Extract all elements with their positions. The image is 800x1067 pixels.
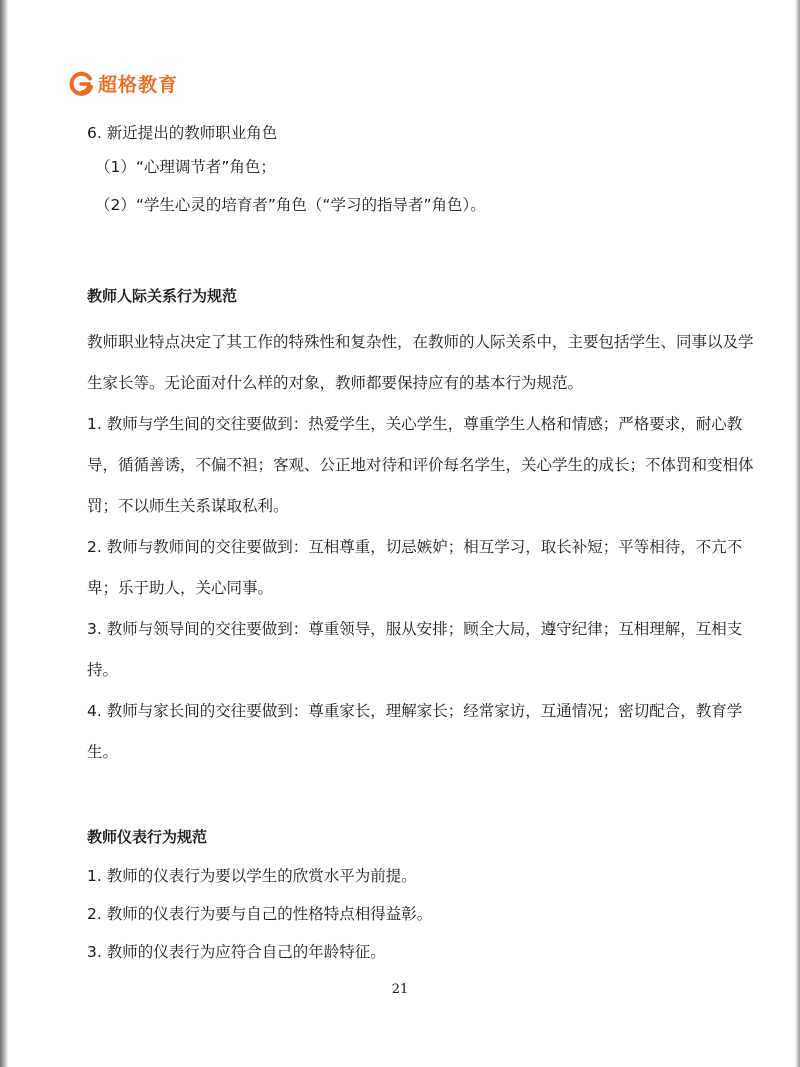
appearance-item: 3. 教师的仪表行为应符合自己的年龄特征。 [87,943,386,961]
paragraph-item: 3. 教师与领导间的交往要做到：尊重领导，服从安排；顾全大局，遵守纪律；互相理解，互相支持。 [87,620,743,679]
brand-logo [68,70,178,97]
paragraph-item: 1. 教师与学生间的交往要做到：热爱学生，关心学生，尊重学生人格和情感；严格要求，耐心教导，循循善诱，不偏不袒；客观、公正地对待和评价每名学生，关心学生的成长；不体罚和变相体罚；不以师生关系谋取私利。 [87,415,754,515]
page-shadow-right [795,0,800,1067]
role-item: （1）“心理调节者”角色； [95,158,276,176]
paragraph-item: 4. 教师与家长间的交往要做到：尊重家长，理解家长；经常家访，互通情况；密切配合，教育学生。 [87,702,743,761]
roles-title: 6. 新近提出的教师职业角色 [87,124,278,142]
appearance-item: 2. 教师的仪表行为要与自己的性格特点相得益彰。 [87,905,433,923]
role-item: （2）“学生心灵的培育者”角色（“学习的指导者”角色）。 [95,196,486,214]
appearance-item: 1. 教师的仪表行为要以学生的欣赏水平为前提。 [87,867,417,885]
document-body [87,118,759,971]
page-shadow-left [0,0,8,1067]
paragraph-intro: 教师职业特点决定了其工作的特殊性和复杂性，在教师的人际关系中，主要包括学生、同事以及学生家长等。无论面对什么样的对象，教师都要保持应有的基本行为规范。 [87,333,754,392]
page-number: 21 [391,982,409,997]
section-heading-interpersonal: 教师人际关系行为规范 [87,287,238,305]
paragraph-item: 2. 教师与教师间的交往要做到：互相尊重，切忌嫉妒；相互学习，取长补短；平等相待，不亢不卑；乐于助人，关心同事。 [87,538,743,597]
brand-name: 超格教育 [98,74,179,96]
brand-logo-icon [68,71,94,97]
section-heading-appearance: 教师仪表行为规范 [87,828,208,846]
